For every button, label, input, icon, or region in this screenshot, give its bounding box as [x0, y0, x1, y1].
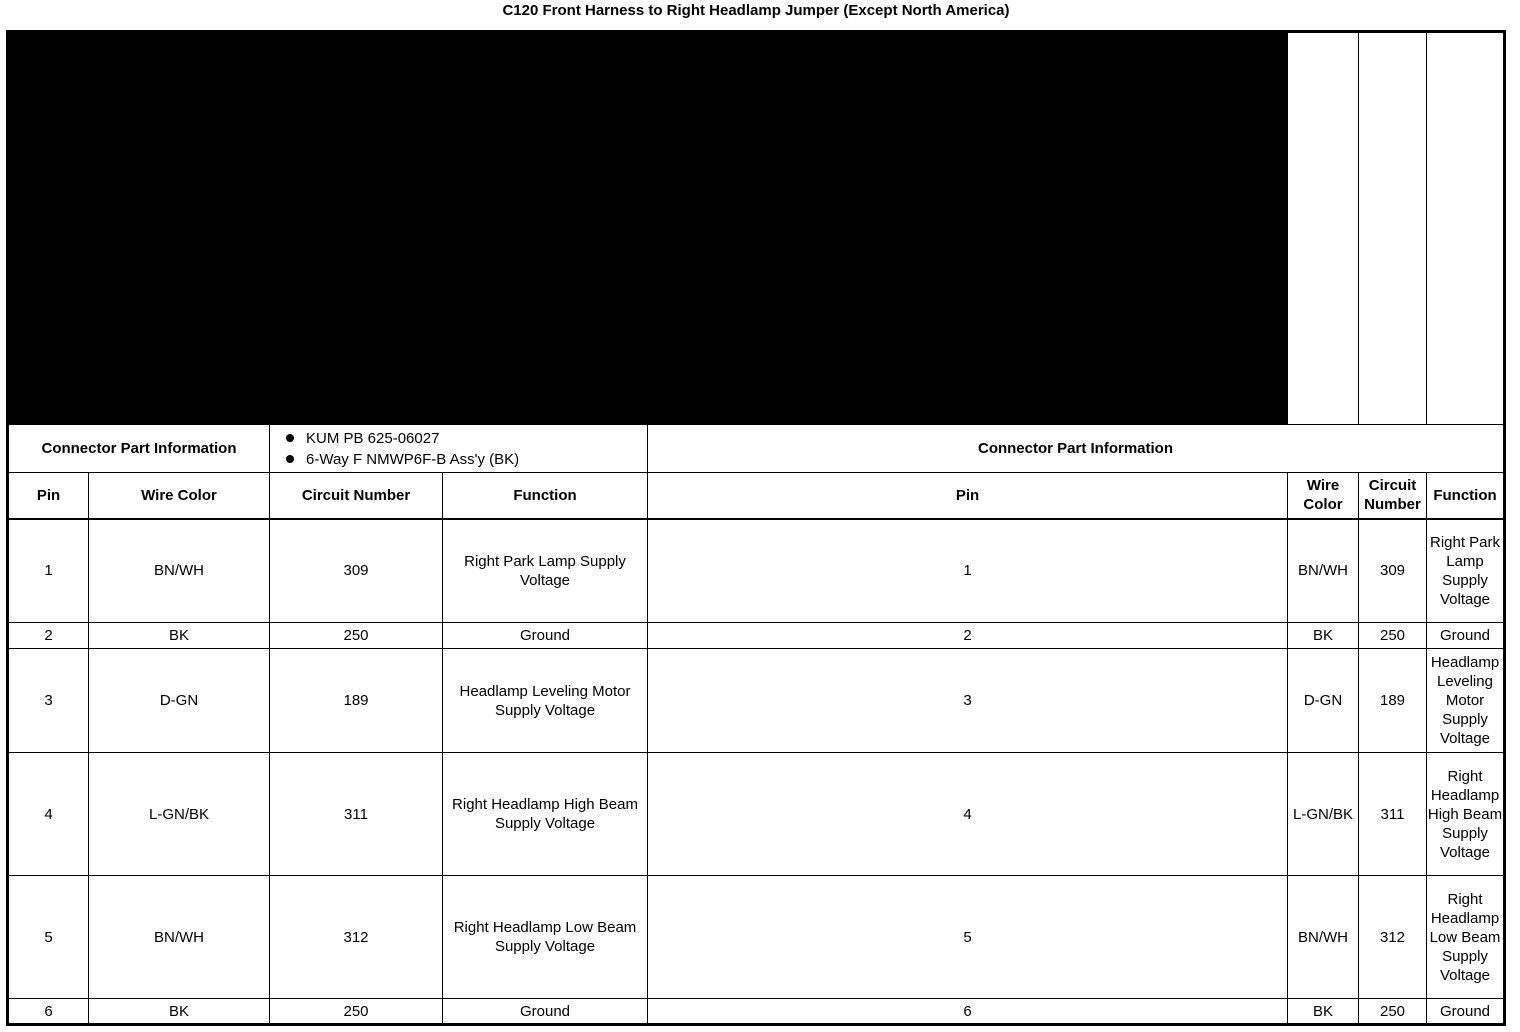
- col-header-circuit-number: Circuit Number: [270, 473, 443, 519]
- function-cell: Ground: [443, 999, 648, 1025]
- connector-part-item: 6-Way F NMWP6F-B Ass'y (BK): [286, 449, 647, 470]
- wire-color-cell: BN/WH: [89, 519, 270, 623]
- connector-part-item: KUM PB 625-06027: [286, 428, 647, 449]
- circuit-number-cell: 189: [1359, 649, 1427, 753]
- circuit-number-cell: 312: [270, 876, 443, 999]
- circuit-number-cell: 311: [1359, 753, 1427, 876]
- wire-color-cell: BN/WH: [89, 876, 270, 999]
- col-header-pin: Pin: [8, 473, 89, 519]
- page-title: C120 Front Harness to Right Headlamp Jumper (Except North America): [502, 2, 1010, 19]
- col-header-circuit-number-right: Circuit Number: [1359, 473, 1427, 519]
- blank-cell: [1359, 32, 1427, 425]
- table-row: [8, 999, 1505, 1025]
- circuit-number-cell: 311: [270, 753, 443, 876]
- pin-cell: 4: [8, 753, 89, 876]
- blank-cell: [1288, 32, 1359, 425]
- table-row: [8, 623, 1505, 649]
- pin-cell: 5: [8, 876, 89, 999]
- table-row: [8, 519, 1505, 623]
- function-cell: Ground: [443, 623, 648, 649]
- pin-cell: 6: [648, 999, 1288, 1025]
- circuit-number-cell: 250: [1359, 623, 1427, 649]
- wire-color-cell: D-GN: [89, 649, 270, 753]
- wire-color-cell: BN/WH: [1288, 876, 1359, 999]
- function-cell: Right Headlamp Low Beam Supply Voltage: [443, 876, 648, 999]
- function-cell: Right Park Lamp Supply Voltage: [443, 519, 648, 623]
- wire-color-cell: D-GN: [1288, 649, 1359, 753]
- bullet-icon: [286, 434, 294, 442]
- col-header-wire-color-right: Wire Color: [1288, 473, 1359, 519]
- column-header-row: [8, 473, 1505, 519]
- function-cell: Ground: [1427, 999, 1505, 1025]
- circuit-number-cell: 250: [270, 623, 443, 649]
- table-row: [8, 649, 1505, 753]
- connector-info-row: [8, 425, 1505, 473]
- circuit-number-cell: 250: [270, 999, 443, 1025]
- pin-cell: 5: [648, 876, 1288, 999]
- pin-cell: 1: [648, 519, 1288, 623]
- pin-cell: 1: [8, 519, 89, 623]
- pin-cell: 6: [8, 999, 89, 1025]
- connector-info-label-left: Connector Part Information: [8, 425, 270, 473]
- circuit-number-cell: 309: [1359, 519, 1427, 623]
- pin-cell: 4: [648, 753, 1288, 876]
- function-cell: Ground: [1427, 623, 1505, 649]
- wire-color-cell: BK: [89, 999, 270, 1025]
- col-header-function: Function: [443, 473, 648, 519]
- pin-cell: 3: [648, 649, 1288, 753]
- connector-image-left: [8, 32, 648, 425]
- wire-color-cell: BK: [1288, 999, 1359, 1025]
- connector-table: [6, 30, 1506, 1026]
- table-row: [8, 876, 1505, 999]
- wire-color-cell: L-GN/BK: [89, 753, 270, 876]
- wire-color-cell: BK: [1288, 623, 1359, 649]
- function-cell: Right Headlamp High Beam Supply Voltage: [443, 753, 648, 876]
- function-cell: Right Headlamp High Beam Supply Voltage: [1427, 753, 1505, 876]
- col-header-pin-right: Pin: [648, 473, 1288, 519]
- wire-color-cell: BN/WH: [1288, 519, 1359, 623]
- connector-part-list: [270, 425, 648, 473]
- blank-cell: [1427, 32, 1505, 425]
- wire-color-cell: BK: [89, 623, 270, 649]
- table-row: [8, 753, 1505, 876]
- function-cell: Headlamp Leveling Motor Supply Voltage: [443, 649, 648, 753]
- circuit-number-cell: 309: [270, 519, 443, 623]
- pin-cell: 3: [8, 649, 89, 753]
- wire-color-cell: L-GN/BK: [1288, 753, 1359, 876]
- circuit-number-cell: 189: [270, 649, 443, 753]
- function-cell: Right Park Lamp Supply Voltage: [1427, 519, 1505, 623]
- col-header-function-right: Function: [1427, 473, 1505, 519]
- function-cell: Right Headlamp Low Beam Supply Voltage: [1427, 876, 1505, 999]
- connector-photo-left: [9, 33, 647, 424]
- connector-image-right: [648, 32, 1288, 425]
- pin-cell: 2: [648, 623, 1288, 649]
- bullet-icon: [286, 455, 294, 463]
- image-row: [8, 32, 1505, 425]
- connector-photo-right: [648, 33, 1287, 424]
- connector-info-label-right: Connector Part Information: [648, 425, 1505, 473]
- function-cell: Headlamp Leveling Motor Supply Voltage: [1427, 649, 1505, 753]
- col-header-wire-color: Wire Color: [89, 473, 270, 519]
- circuit-number-cell: 312: [1359, 876, 1427, 999]
- circuit-number-cell: 250: [1359, 999, 1427, 1025]
- pin-cell: 2: [8, 623, 89, 649]
